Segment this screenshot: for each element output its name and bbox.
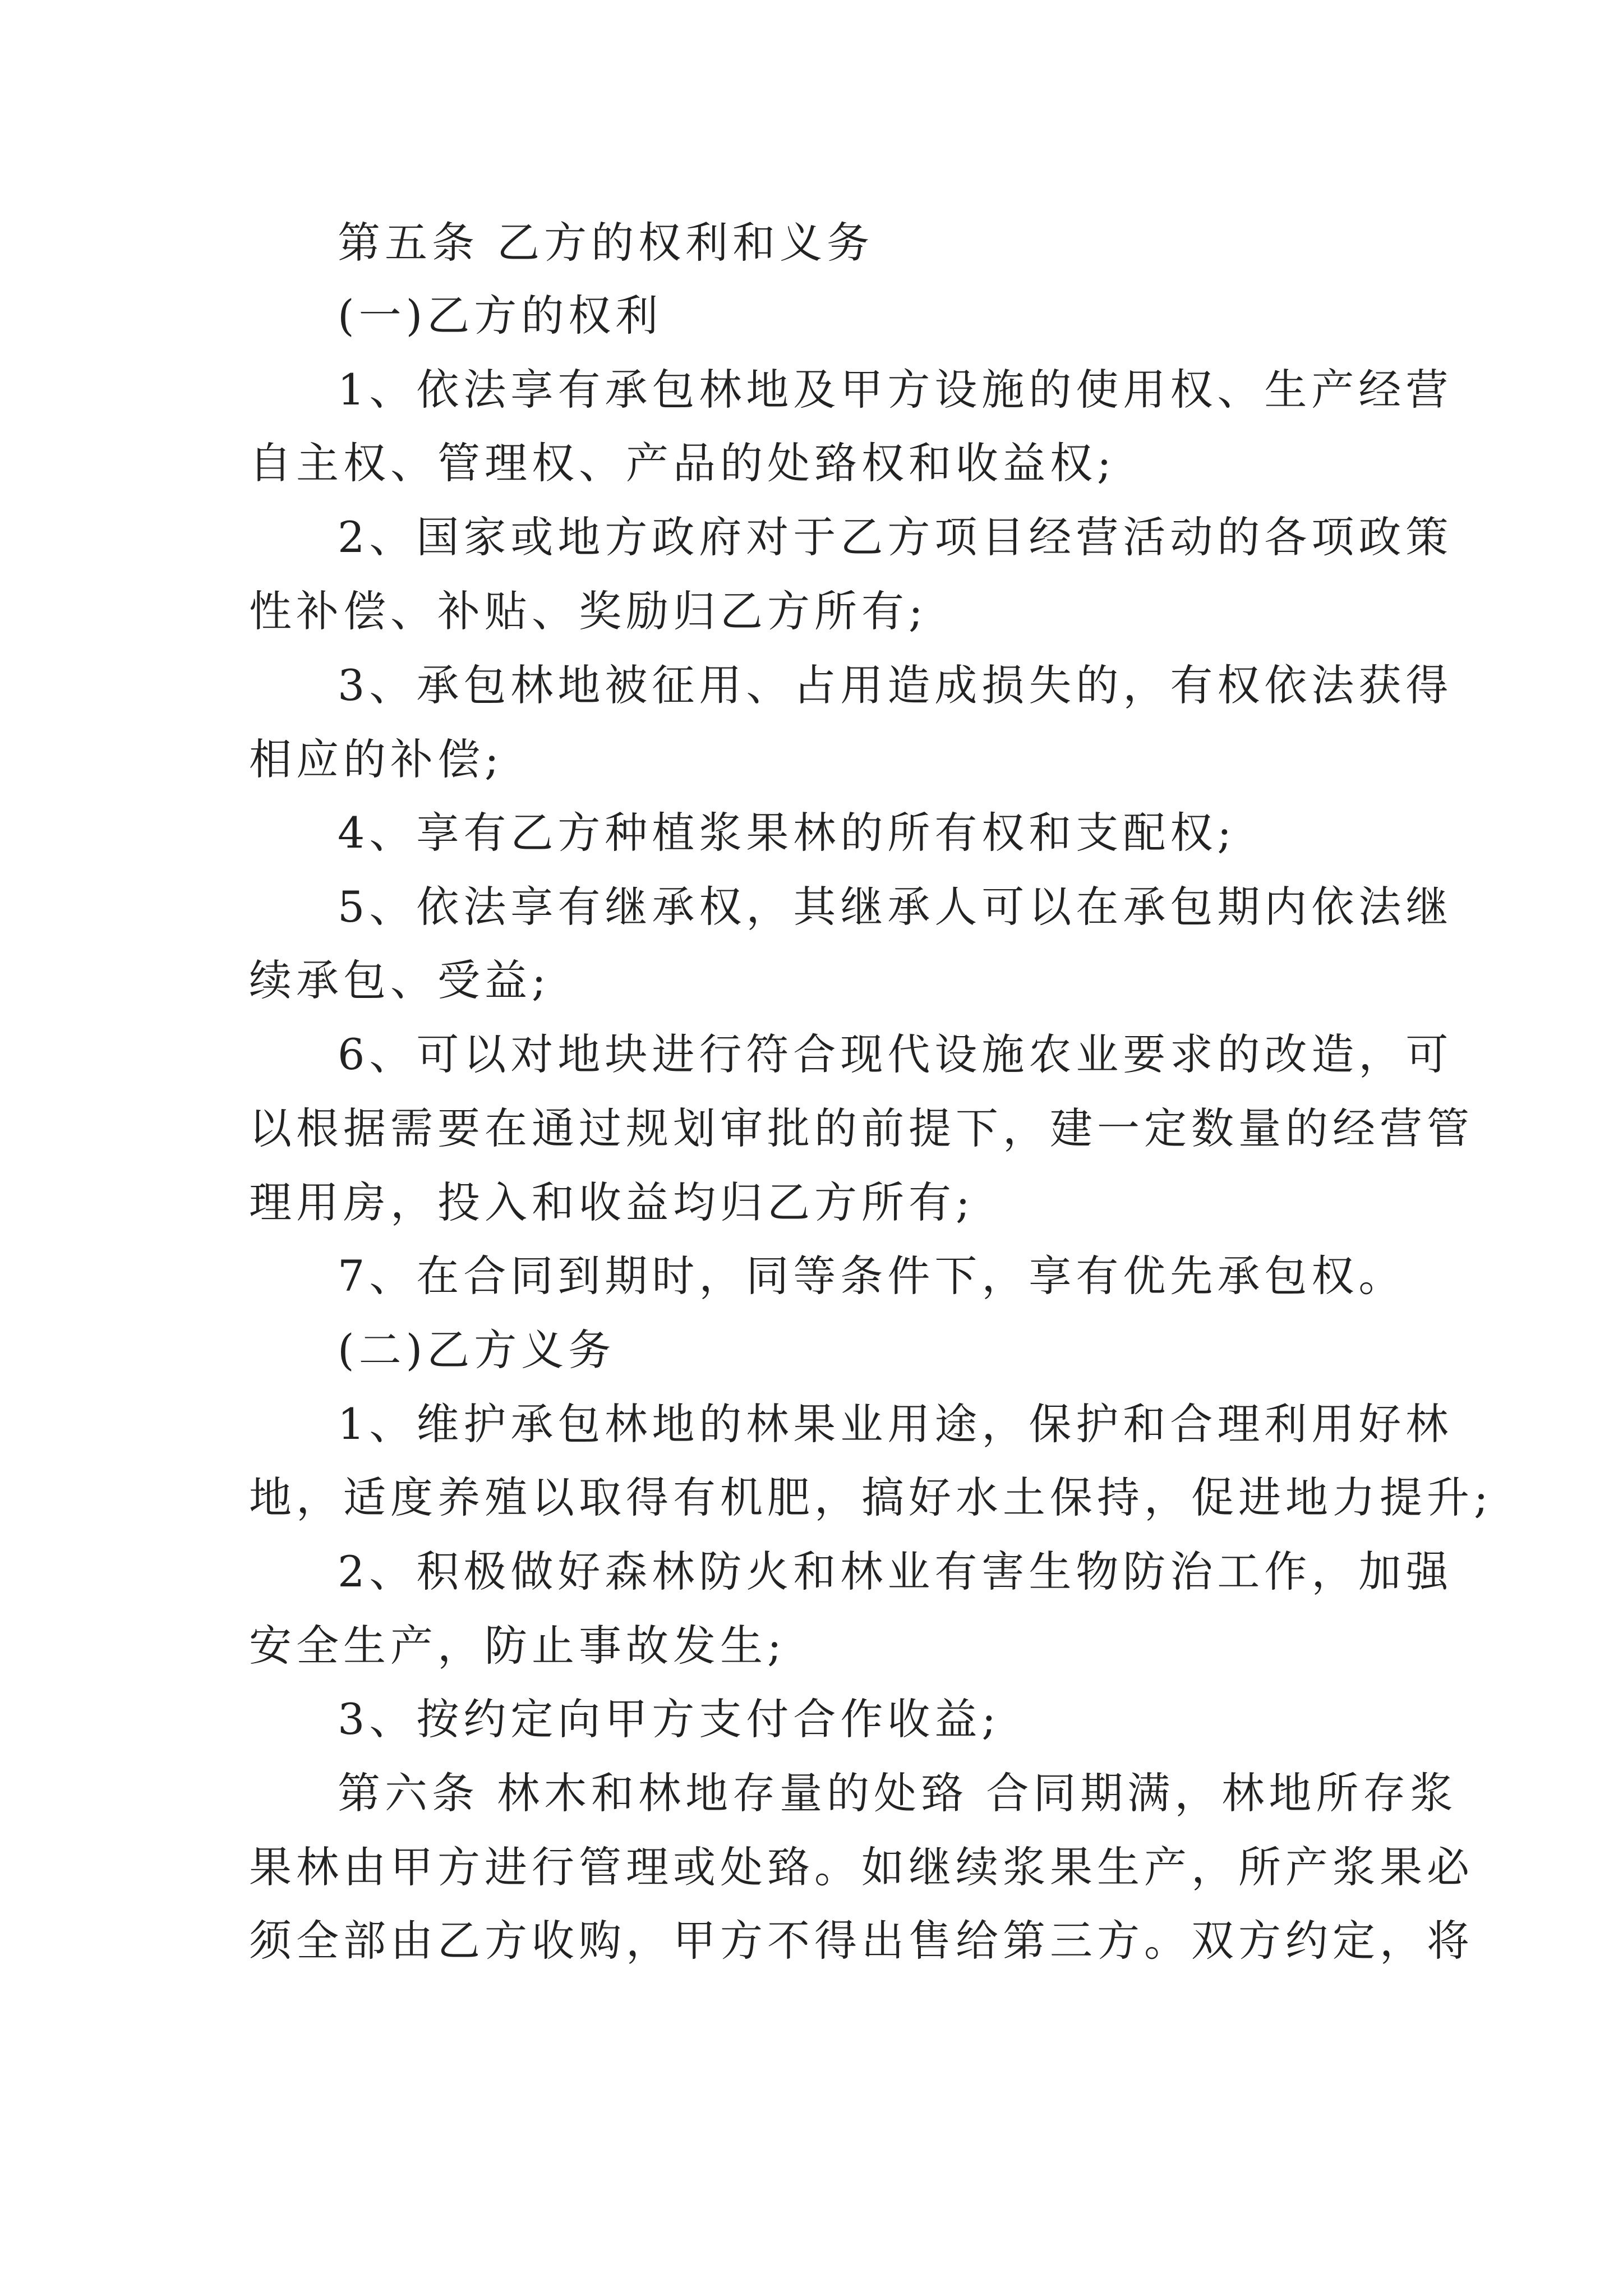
text-line: 自主权、管理权、产品的处臵权和收益权; bbox=[249, 438, 1116, 488]
text-line: 2、国家或地方政府对于乙方项目经营活动的各项政策 bbox=[338, 512, 1453, 562]
text-line: 安全生产，防止事故发生; bbox=[249, 1621, 786, 1671]
text-line: 1、依法享有承包林地及甲方设施的使用权、生产经营 bbox=[338, 365, 1453, 415]
text-line: 3、承包林地被征用、占用造成损失的，有权依法获得 bbox=[338, 660, 1453, 710]
text-line: 3、按约定向甲方支付合作收益; bbox=[338, 1694, 1000, 1744]
text-line: 1、维护承包林地的林果业用途，保护和合理利用好林 bbox=[338, 1399, 1453, 1449]
text-line: 理用房，投入和收益均归乙方所有; bbox=[249, 1177, 975, 1227]
article-5-heading: 第五条 乙方的权利和义务 bbox=[338, 218, 874, 268]
text-line: 须全部由乙方收购，甲方不得出售给第三方。双方约定，将 bbox=[249, 1916, 1474, 1966]
article-6-line: 第六条 林木和林地存量的处臵 合同期满，林地所存浆 bbox=[338, 1768, 1458, 1818]
text-line: 5、依法享有继承权，其继承人可以在承包期内依法继 bbox=[338, 882, 1453, 932]
text-line: 7、在合同到期时，同等条件下，享有优先承包权。 bbox=[338, 1251, 1406, 1301]
text-line: 以根据需要在通过规划审批的前提下，建一定数量的经营管 bbox=[249, 1103, 1474, 1153]
text-line: 性补偿、补贴、奖励归乙方所有; bbox=[249, 586, 928, 636]
text-line: 续承包、受益; bbox=[249, 955, 551, 1005]
section-obligations-heading: (二)乙方义务 bbox=[338, 1325, 616, 1375]
text-line: 相应的补偿; bbox=[249, 734, 504, 784]
text-line: 2、积极做好森林防火和林业有害生物防治工作，加强 bbox=[338, 1547, 1453, 1596]
text-line: 4、享有乙方种植浆果林的所有权和支配权; bbox=[338, 808, 1236, 858]
text-line: 果林由甲方进行管理或处臵。如继续浆果生产，所产浆果必 bbox=[249, 1842, 1474, 1892]
text-line: 地，适度养殖以取得有机肥，搞好水土保持，促进地力提升; bbox=[249, 1473, 1493, 1522]
text-line: 6、可以对地块进行符合现代设施农业要求的改造，可 bbox=[338, 1029, 1453, 1079]
section-rights-heading: (一)乙方的权利 bbox=[338, 291, 663, 341]
